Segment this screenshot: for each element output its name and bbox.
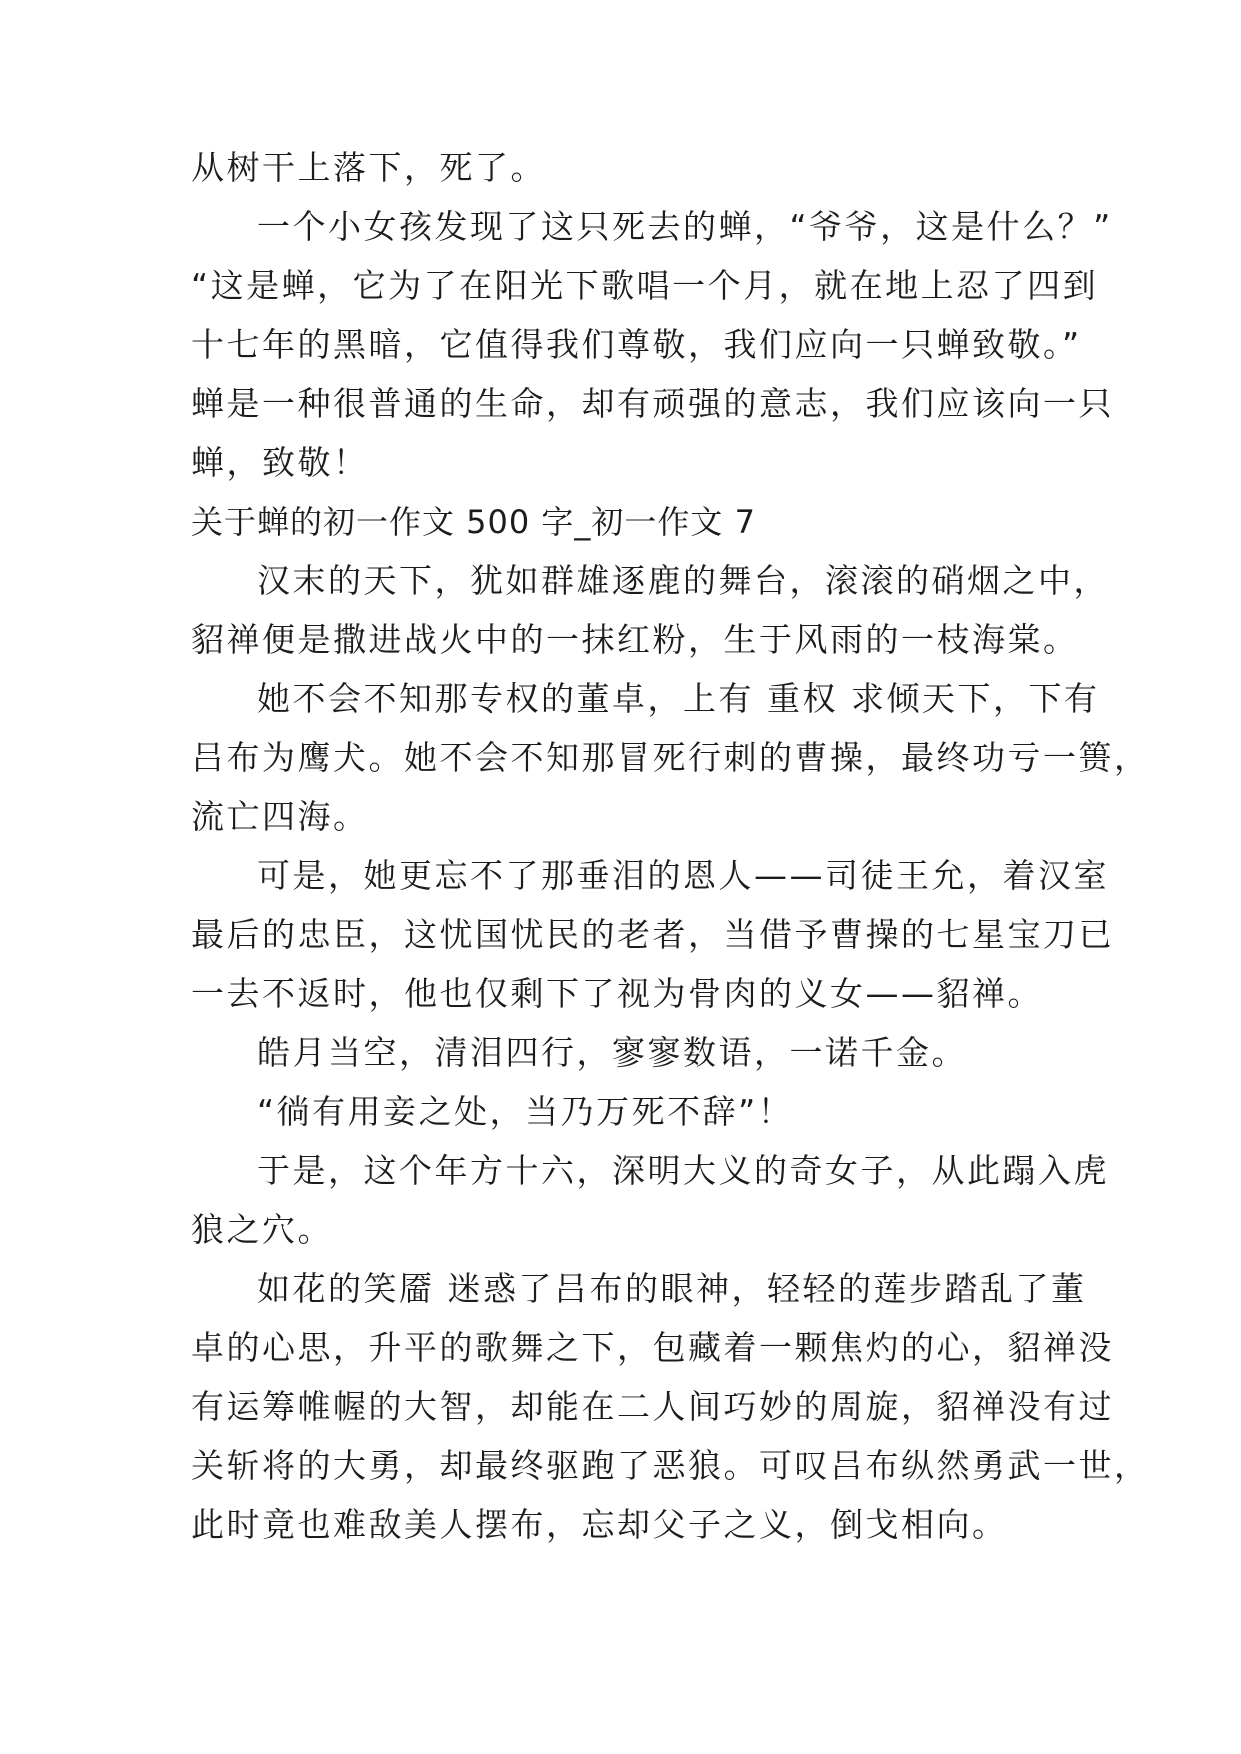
text-line: 于是，这个年方十六，深明大义的奇女子，从此蹋入虎	[257, 1151, 1109, 1190]
text-line: 最后的忠臣，这忧国忧民的老者，当借予曹操的七星宝刀已	[191, 915, 1114, 954]
text-line: 汉末的天下，犹如群雄逐鹿的舞台，滚滚的硝烟之中，	[257, 561, 1109, 600]
text-line: 从树干上落下，死了。	[191, 148, 546, 187]
text-line: “徜有用妾之处，当乃万死不辞”！	[257, 1092, 794, 1131]
text-line: 一去不返时，他也仅剩下了视为骨肉的义女——貂禅。	[191, 974, 1043, 1013]
section-heading: 关于蝉的初一作文 500 字_初一作文 7	[191, 503, 756, 541]
text-line: 关斩将的大勇，却最终驱跑了恶狼。可叹吕布纵然勇武一世，	[191, 1446, 1150, 1485]
text-line: 此时竟也难敌美人摆布，忘却父子之义，倒戈相向。	[191, 1505, 1008, 1544]
text-line: 可是，她更忘不了那垂泪的恩人——司徒王允，着汉室	[257, 856, 1109, 895]
text-line: 卓的心思，升平的歌舞之下，包藏着一颗焦灼的心，貂禅没	[191, 1328, 1114, 1367]
text-line: “这是蝉，它为了在阳光下歌唱一个月，就在地上忍了四到	[191, 266, 1099, 305]
text-line: 皓月当空，清泪四行，寥寥数语，一诺千金。	[257, 1033, 967, 1072]
text-line: 貂禅便是撒进战火中的一抹红粉，生于风雨的一枝海棠。	[191, 620, 1079, 659]
text-line: 狼之穴。	[191, 1210, 333, 1249]
text-line: 她不会不知那专权的董卓，上有 重权 求倾天下，下有	[257, 679, 1100, 718]
text-line: 有运筹帷幄的大智，却能在二人间巧妙的周旋，貂禅没有过	[191, 1387, 1114, 1426]
text-line: 一个小女孩发现了这只死去的蝉，“爷爷，这是什么？”	[257, 207, 1113, 246]
text-line: 蝉，致敬！	[191, 443, 369, 482]
text-line: 吕布为鹰犬。她不会不知那冒死行刺的曹操，最终功亏一篑，	[191, 738, 1150, 777]
text-line: 如花的笑靥 迷惑了吕布的眼神，轻轻的莲步踏乱了董	[257, 1269, 1087, 1308]
text-line: 流亡四海。	[191, 797, 369, 836]
text-line: 十七年的黑暗，它值得我们尊敬，我们应向一只蝉致敬。”	[191, 325, 1082, 364]
text-line: 蝉是一种很普通的生命，却有顽强的意志，我们应该向一只	[191, 384, 1114, 423]
